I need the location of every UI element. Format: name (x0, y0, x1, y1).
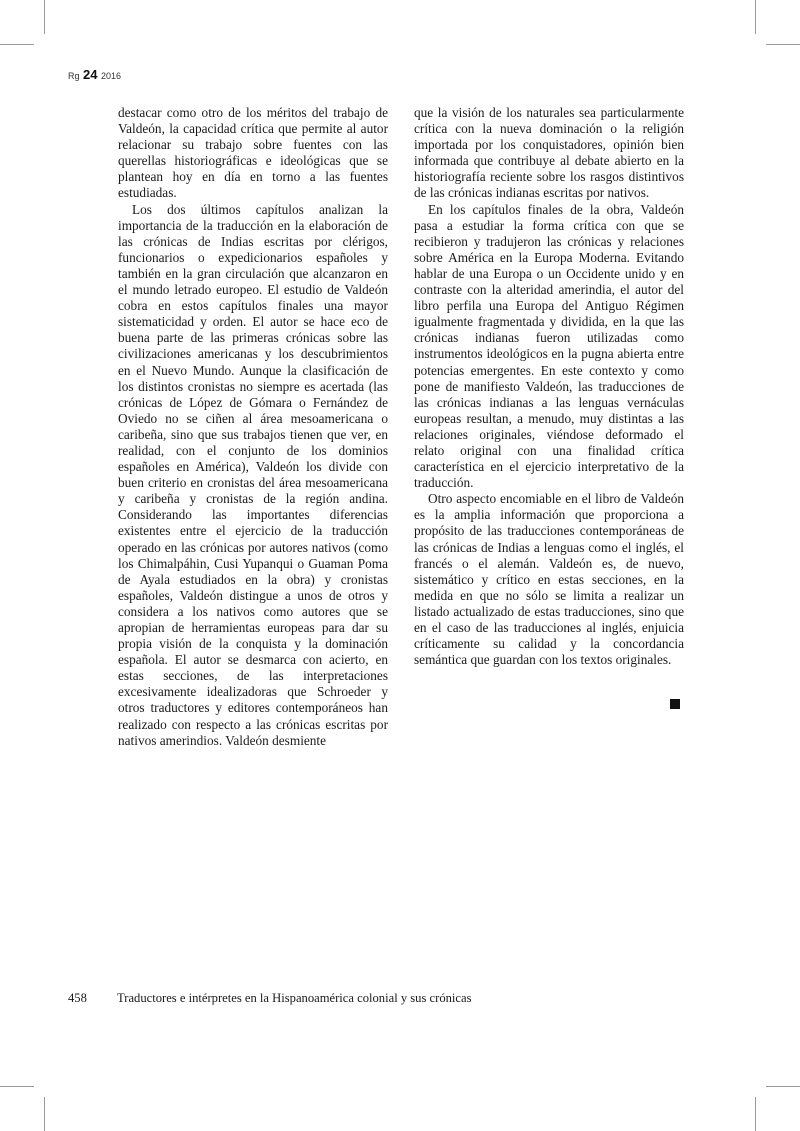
crop-mark (755, 1097, 756, 1131)
volume-number: 24 (83, 67, 98, 82)
end-of-article-square-icon (670, 699, 680, 709)
paragraph: Otro aspecto encomiable en el libro de Valdeón es la amplia información que proporciona a propósito de las traducciones contemporáneas de las crónicas de Indias a lenguas como el inglés, el francés o el alemán. Valdeón es, de nuevo, sistemático y crítico en estas secciones, en la medida en que no sólo se limita a realizar un listado actualizado de estas traducciones, sino que en el caso de las traducciones al inglés, enjuicia críticamente su calidad y la concordancia semántica que guardan con los textos originales. (414, 491, 684, 668)
paragraph: que la visión de los naturales sea particularmente crítica con la nueva dominación o la religión importada por los conquistadores, opinión bien informada que contribuye al debate abierto en la historiografía reciente sobre los rasgos distintivos de las crónicas indianas escritas por nativos. (414, 105, 684, 201)
paragraph: Los dos últimos capítulos analizan la importancia de la traducción en la elaboración de las crónicas de Indias escritas por clérigos, funcionarios o expedicionarios españoles y también en la gran circulación que alcanzaron en el mundo letrado europeo. El estudio de Valdeón cobra en estos capítulos finales una mayor sistematicidad y orden. El autor se hace eco de buena parte de las primeras crónicas sobre las civilizaciones americanas y los descubrimientos en el Nuevo Mundo. Aunque la clasificación de los distintos cronistas no siempre es acertada (las crónicas de López de Gómara o Fernández de Oviedo no se ciñen al área mesoamericana o caribeña, sino que sus trabajos tienen que ver, en realidad, con el conjunto de los dominios españoles en América), Valdeón los divide con buen criterio en cronistas del área mesoamericana y caribeña y cronistas de la región andina. Considerando las importantes diferencias existentes entre el ejercicio de la traducción operado en las crónicas por autores nativos (como los Chimalpáhin, Cusi Yupanqui o Guaman Poma de Ayala estudiados en la obra) y cronistas españoles, Valdeón distingue a unos de otros y considera a los nativos como autores que se apropian de herramientas europeas para dar su propia visión de la conquista y la dominación española. El autor se desmarca con acierto, en estas secciones, de las interpretaciones excesivamente idealizadoras que Schroeder y otros traductores y editores contemporáneos han realizado con respecto a las crónicas escritas por nativos amerindios. Valdeón desmiente (118, 201, 388, 748)
journal-name: Rg (68, 71, 80, 81)
page-number: 458 (68, 991, 87, 1005)
running-header (68, 67, 121, 82)
year: 2016 (101, 71, 122, 81)
crop-mark (766, 44, 800, 45)
paragraph: destacar como otro de los méritos del trabajo de Valdeón, la capacidad crítica que permite al autor relacionar su trabajo sobre fuentes con las querellas historiográficas e ideológicas que se plantean hoy en día en torno a las fuentes estudiadas. (118, 105, 388, 201)
crop-mark (44, 1097, 45, 1131)
running-footer (68, 991, 472, 1006)
right-column (414, 105, 684, 668)
crop-mark (755, 0, 756, 34)
running-title: Traductores e intérpretes en la Hispanoamérica colonial y sus crónicas (117, 991, 472, 1005)
crop-mark (44, 0, 45, 34)
crop-mark (766, 1086, 800, 1087)
crop-mark (0, 44, 34, 45)
paragraph: En los capítulos finales de la obra, Valdeón pasa a estudiar la forma crítica con que se recibieron y tradujeron las crónicas y relaciones sobre América en la Europa Moderna. Evitando hablar de una Europa o un Occidente unido y en contraste con la alteridad amerindia, el autor del libro perfila una Europa del Antiguo Régimen igualmente fragmentada y dividida, en la que las crónicas indianas fueron utilizadas como instrumentos ideológicos en la pugna abierta entre potencias emergentes. En este contexto y como pone de manifiesto Valdeón, las traducciones de las crónicas indianas a las lenguas vernáculas europeas resultan, a menudo, muy distintas a las relaciones originales, viéndose deformado el relato original con una finalidad crítica característica en el ejercicio interpretativo de la traducción. (414, 201, 684, 491)
crop-mark (0, 1086, 34, 1087)
left-column (118, 105, 388, 749)
